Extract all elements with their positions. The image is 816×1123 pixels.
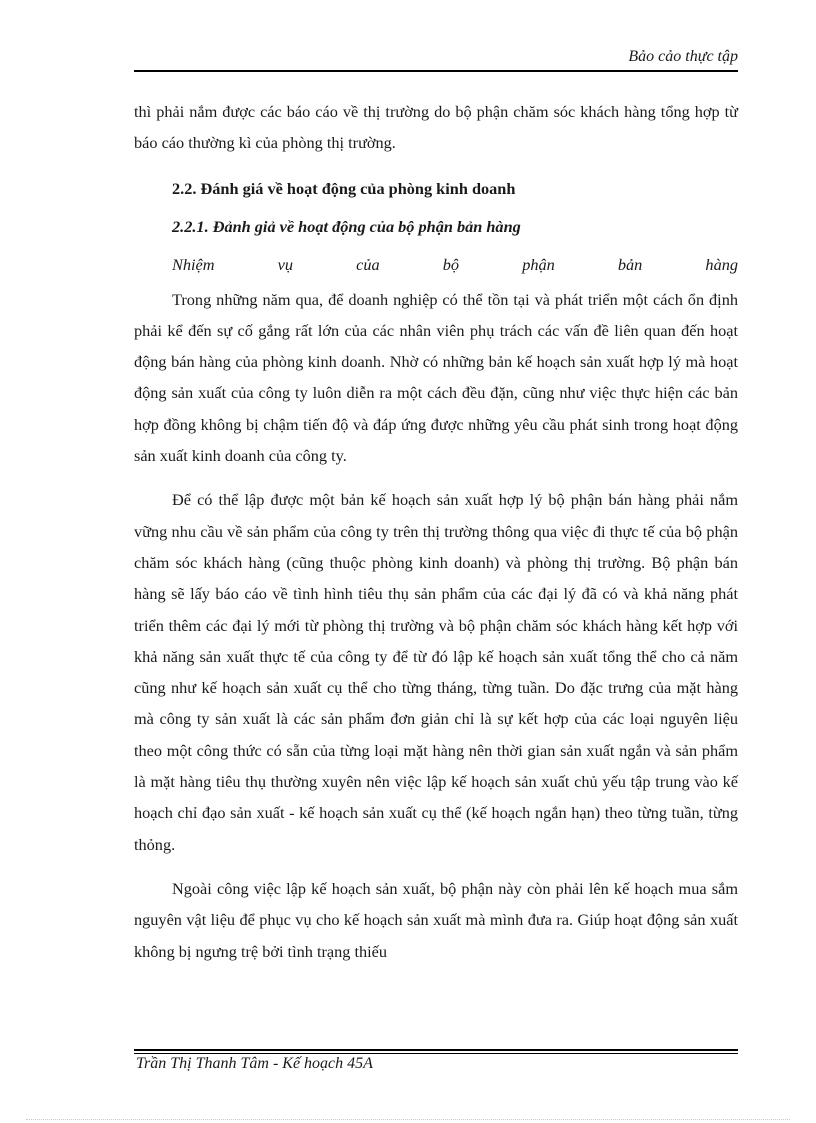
document-body: [134, 96, 738, 967]
task-word: bản: [617, 254, 643, 274]
footer-author: Trần Thị Thanh Tâm - Kế hoạch 45A: [136, 1055, 373, 1072]
footer-rule-thick: [134, 1049, 738, 1051]
task-word: hàng: [705, 254, 738, 274]
task-word: của: [356, 254, 380, 274]
paragraph-continuation: thì phải nắm được các báo cáo về thị trường do bộ phận chăm sóc khách hàng tổng hợp từ báo cáo thường kì của phòng thị trường.: [134, 102, 738, 153]
page-bottom-edge: [26, 1119, 790, 1120]
header-rule: [134, 70, 738, 72]
task-word: vụ: [277, 254, 294, 274]
subsection-heading-2-2-1: 2.2.1. Đảnh giả về hoạt động của bộ phận bản hàng: [172, 216, 521, 236]
paragraph-2: Để có thể lập được một bản kế hoạch sản xuất hợp lý bộ phận bán hàng phải nắm vững nhu cầu về sản phẩm của công ty trên thị trường thông qua việc đi thực tế của bộ phận chăm sóc khách hàng (cũng thuộc phòng kinh doanh) và phòng thị trường. Bộ phận bán hàng sẽ lấy báo cáo về tình hình tiêu thụ sản phẩm của các đại lý đã có và khả năng phát triển thêm các đại lý mới từ phòng thị trường và bộ phận chăm sóc khách hàng kết hợp với khả năng sản xuất thực tế của công ty để từ đó lập kế hoạch sản xuất tổng thể cho cả năm cũng như kế hoạch sản xuất cụ thể cho từng tháng, từng tuần. Do đặc trưng của mặt hàng mà công ty sản xuất là các sản phẩm đơn giản chỉ là sự kết hợp của các loại nguyên liệu theo một công thức có sẵn của từng loại mặt hàng nên thời gian sản xuất ngắn và sản phẩm là mặt hàng tiêu thụ thường xuyên nên việc lập kế hoạch sản xuất chủ yếu tập trung vào kế hoạch chỉ đạo sản xuất - kế hoạch sản xuất cụ thể (kế hoạch ngắn hạn) theo từng tuần, từng thỏng.: [134, 490, 738, 854]
paragraph-1: Trong những năm qua, để doanh nghiệp có thể tồn tại và phát triển một cách ổn định phải kể đến sự cố gắng rất lớn của các nhân viên phụ trách các vấn đề liên quan đến hoạt động bán hàng của phòng kinh doanh. Nhờ có những bản kế hoạch sản xuất hợp lý mà hoạt động sản xuất của công ty luôn diễn ra một cách đều đặn, cũng như việc thực hiện các bản hợp đồng không bị chậm tiến độ và đáp ứng được những yêu cầu phát sinh trong hoạt động sản xuất kinh doanh của công ty.: [134, 289, 738, 466]
page-header-title: Bảo cảo thực tập: [628, 48, 738, 65]
task-word: bộ: [442, 254, 460, 274]
task-line: [134, 246, 738, 284]
task-word: Nhiệm: [172, 254, 215, 274]
footer-rule-thin: [134, 1053, 738, 1054]
task-word: phận: [522, 254, 555, 274]
paragraph-3: Ngoài công việc lập kế hoạch sản xuất, bộ phận này còn phải lên kế hoạch mua sắm nguyên vật liệu để phục vụ cho kế hoạch sản xuất mà mình đưa ra. Giúp hoạt động sản xuất không bị ngưng trệ bởi tình trạng thiếu: [134, 878, 738, 961]
section-heading-2-2: 2.2. Đánh giá về hoạt động của phòng kinh doanh: [172, 178, 516, 198]
